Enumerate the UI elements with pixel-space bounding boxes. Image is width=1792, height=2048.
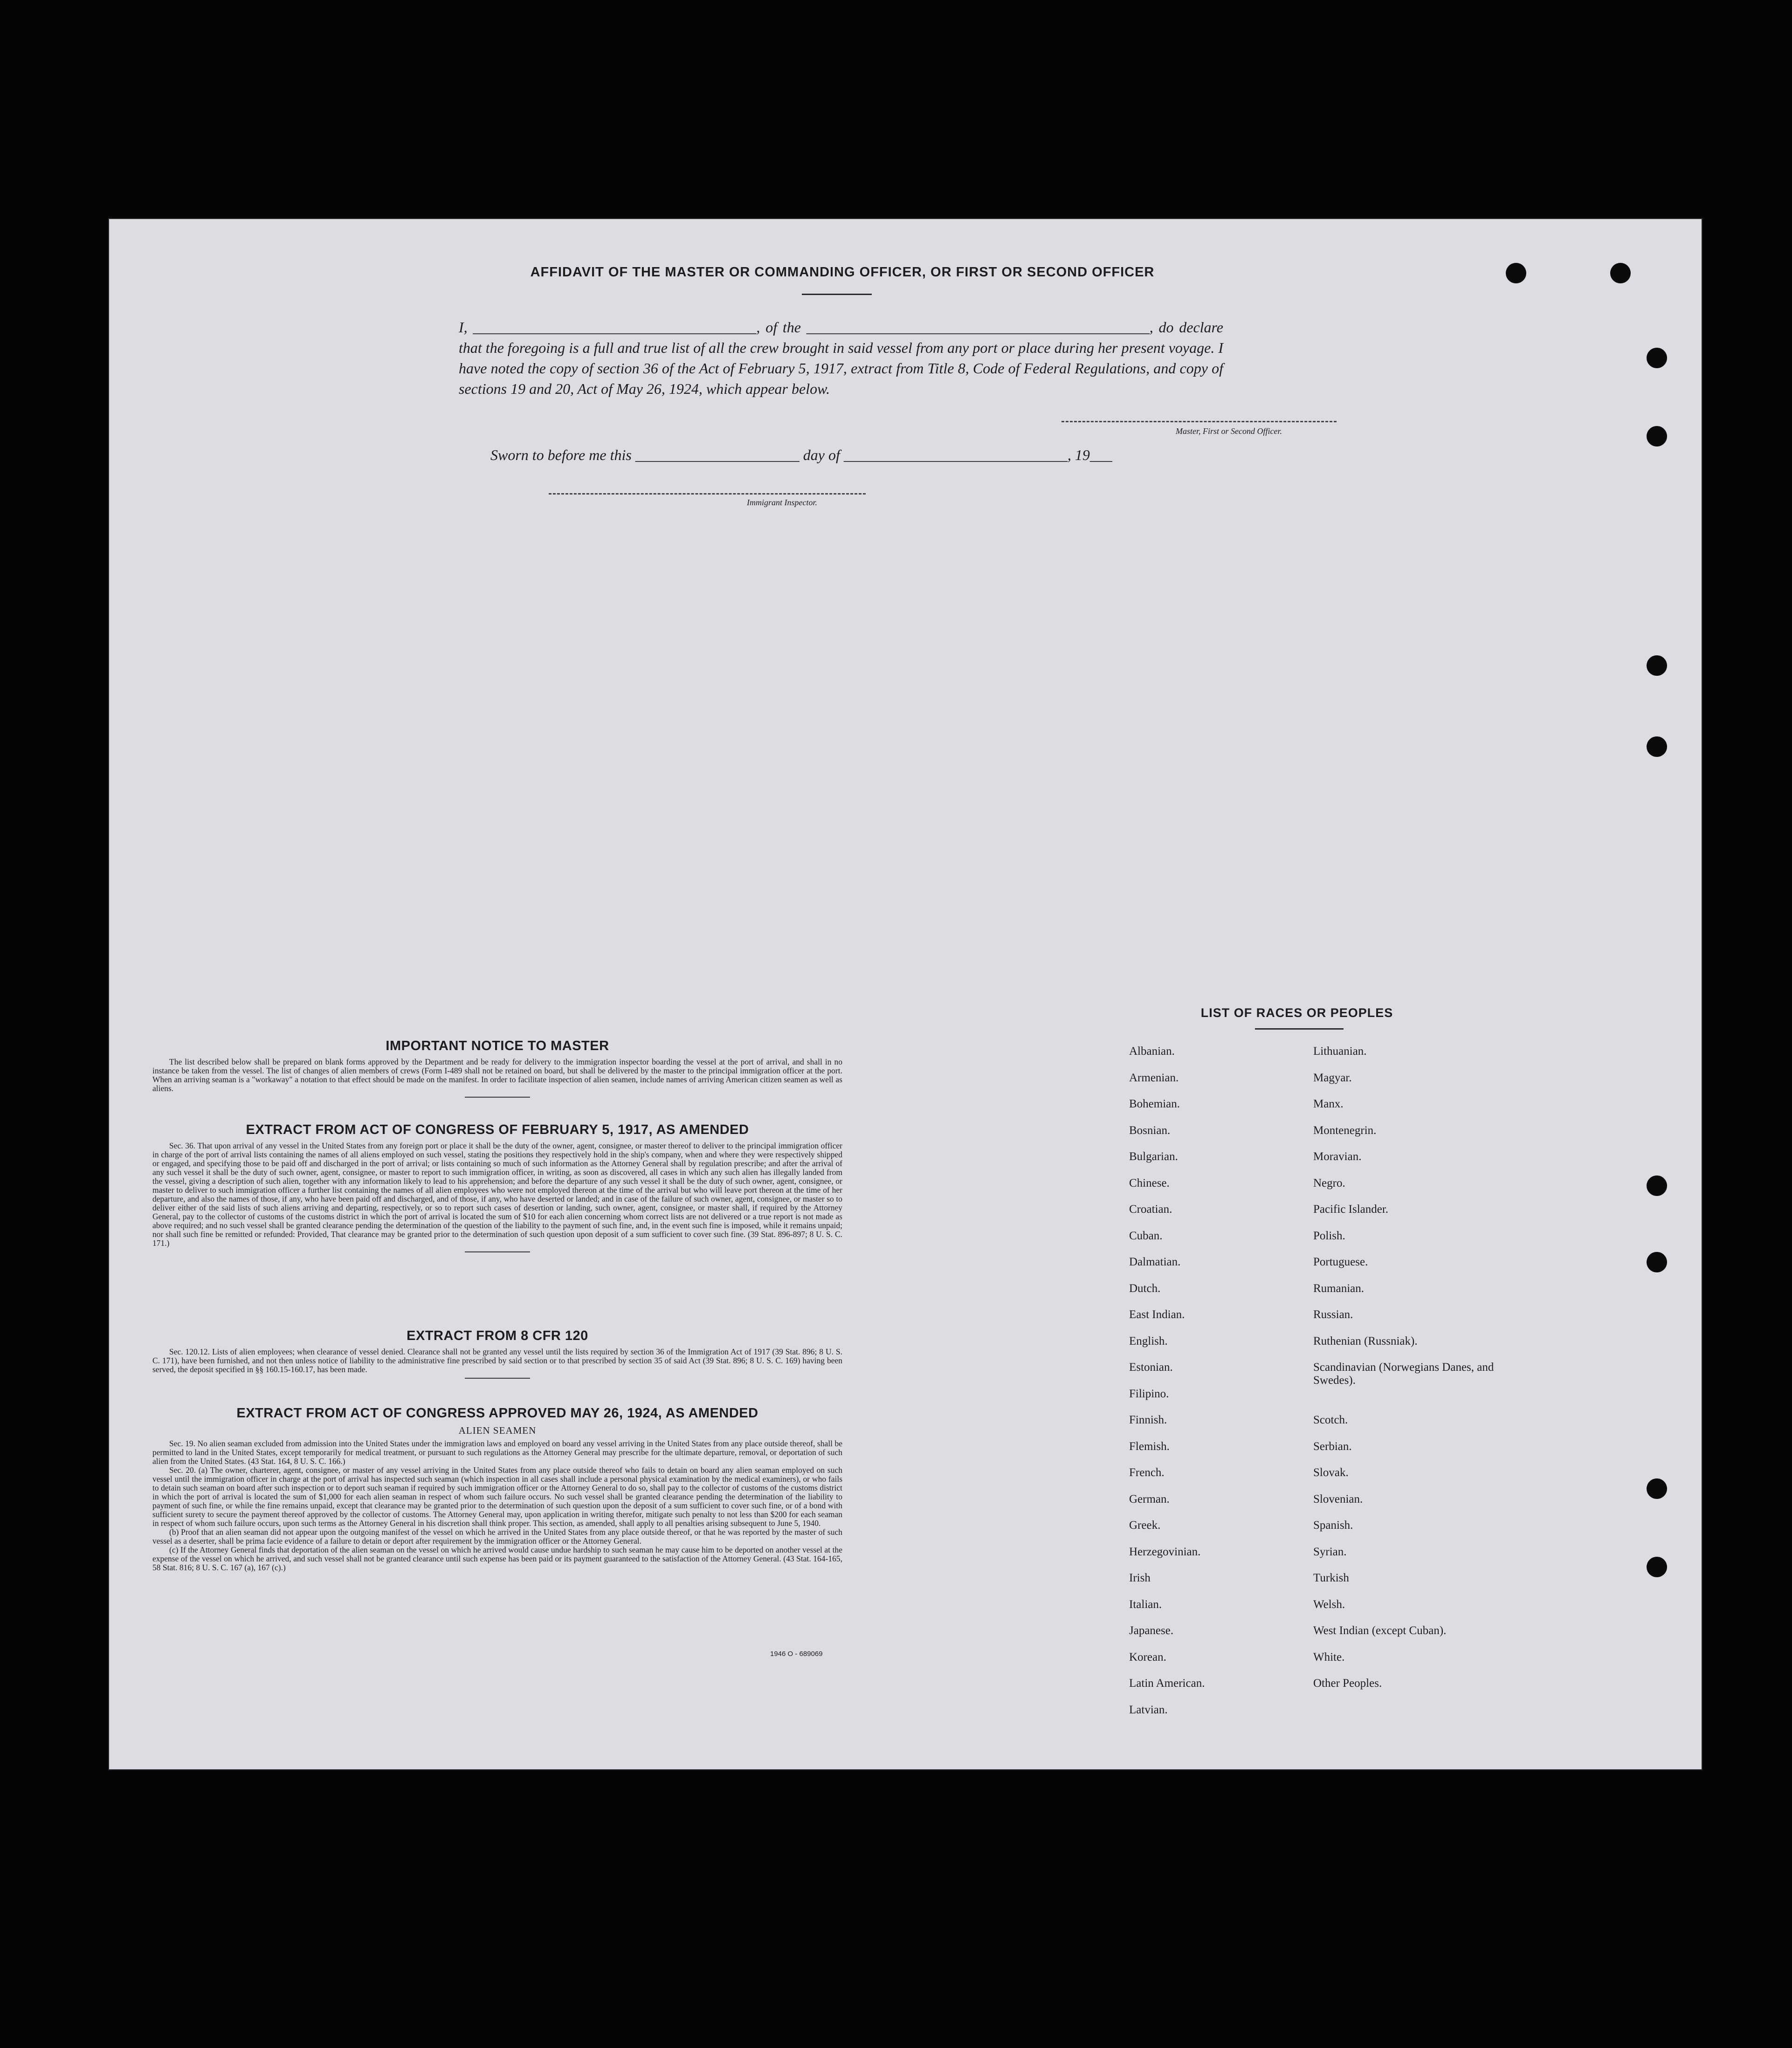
race-item: Scotch. (1313, 1414, 1348, 1426)
race-item: Finnish. (1129, 1414, 1167, 1426)
affidavit-title: AFFIDAVIT OF THE MASTER OR COMMANDING OFFICER, OR FIRST OR SECOND OFFICER (530, 265, 1155, 280)
race-item: Ruthenian (Russniak). (1313, 1334, 1418, 1347)
race-item: Greek. (1129, 1519, 1161, 1532)
binder-hole (1647, 1478, 1667, 1499)
race-item (1313, 1388, 1509, 1414)
extract-1917 (152, 1122, 842, 1261)
binder-hole (1647, 655, 1667, 676)
title-rule (1255, 1028, 1344, 1030)
alien-seamen-subtitle: ALIEN SEAMEN (458, 1425, 537, 1436)
race-item: Slovenian. (1313, 1492, 1363, 1505)
race-item: West Indian (except Cuban). (1313, 1624, 1447, 1637)
race-item: Slovak. (1313, 1466, 1349, 1479)
race-item: Moravian. (1313, 1150, 1362, 1163)
section-rule (465, 1251, 530, 1252)
races-column-1 (1129, 1045, 1288, 1730)
race-item: Lithuanian. (1313, 1045, 1367, 1058)
race-item: Syrian. (1313, 1545, 1347, 1558)
print-code: 1946 O - 689069 (770, 1650, 823, 1658)
race-item: Polish. (1313, 1229, 1345, 1242)
race-item: Filipino. (1129, 1387, 1169, 1400)
race-item: Latin American. (1129, 1677, 1205, 1690)
master-signature-line (1061, 421, 1337, 422)
race-item: Italian. (1129, 1598, 1162, 1611)
important-notice (152, 1038, 842, 1106)
race-item: German. (1129, 1492, 1170, 1505)
races-column-2 (1313, 1045, 1509, 1704)
race-item: Scandinavian (Norwegians Danes, and Swedes). (1313, 1361, 1494, 1387)
race-item: Montenegrin. (1313, 1124, 1377, 1137)
race-item: Serbian. (1313, 1440, 1352, 1453)
master-signature-label: Master, First or Second Officer. (1176, 426, 1282, 436)
race-item: Bohemian. (1129, 1098, 1180, 1110)
race-item: Other Peoples. (1313, 1677, 1382, 1690)
race-item: Bulgarian. (1129, 1150, 1178, 1163)
race-item: Portuguese. (1313, 1256, 1368, 1268)
binder-hole (1610, 263, 1631, 283)
sec-20a-text: Sec. 20. (a) The owner, charterer, agent, consignee, or master of any vessel arriving in the United States from any place outside thereof who fails to detain on board any alien seaman employed on such vessel until the immigration officer in charge at the port of arrival has inspected such seaman (which inspection in all cases shall include a personal physical examination by the medical examiners), or who fails to detain such seaman on board after such inspection or to deport such seaman if required by such immigration officer or the Attorney General to do so, shall pay to the collector of customs of the customs district in which the port of arrival is located the sum of $1,000 for each alien seaman in respect of whom such failure occurs. No such vessel shall be granted clearance pending the determination of the liability to payment of such fine, or while the fine remains unpaid, except that clearance may be granted prior to the determination of such question upon the deposit of a sum sufficient to cover such fine, or of a bond with sufficient surety to secure the payment thereof approved by the collector of customs. The Attorney General may, upon application in writing therefor, mitigate such penalty to not less than $200 for each seaman in respect of whom such failure occurs, upon such terms as the Attorney General in his discretion shall think proper. This section, as amended, shall apply to all penalties arising subsequent to June 5, 1940. (152, 1465, 842, 1528)
title-rule (802, 294, 872, 295)
race-item: Manx. (1313, 1098, 1344, 1110)
race-item: Japanese. (1129, 1624, 1174, 1637)
race-item: English. (1129, 1334, 1168, 1347)
race-item: Korean. (1129, 1650, 1166, 1663)
race-item: Welsh. (1313, 1598, 1345, 1611)
extract-1924-title: EXTRACT FROM ACT OF CONGRESS APPROVED MAY 26, 1924, AS AMENDED (236, 1406, 758, 1421)
race-item: Croatian. (1129, 1203, 1172, 1216)
important-notice-title: IMPORTANT NOTICE TO MASTER (386, 1038, 609, 1053)
sec-19-text: Sec. 19. No alien seaman excluded from admission into the United States under the immigration laws and employed on board any vessel arriving in the United States from any place outside thereof, shall be permitted to land in the United States, except temporarily for medical treatment, or pursuant to such regulations as the Attorney General may prescribe for the ultimate departure, removal, or deportation of such alien from the United States. (43 Stat. 164, 8 U. S. C. 166.) (152, 1439, 842, 1466)
race-item: Flemish. (1129, 1440, 1170, 1453)
race-item: Pacific Islander. (1313, 1203, 1389, 1216)
extract-1917-text: Sec. 36. That upon arrival of any vessel in the United States from any foreign port or place it shall be the duty of the owner, agent, consignee, or master thereof to deliver to the principal immigration officer in charge of the port of arrival lists containing the names of all aliens employed on such vessel, stating the positions they respectively hold in the ship's company, when and where they were respectively shipped or engaged, and specifying those to be paid off and discharged in the port of arrival; or lists containing so much of such information as the Attorney General shall by regulation prescribe; and after the arrival of any such vessel it shall be the duty of such owner, agent, consignee, or master to report to such immigration officer, in writing, as soon as discovered, all cases in which any such alien has illegally landed from the vessel, giving a description of such alien, together with any information likely to lead to his apprehension; and before the departure of any such vessel it shall be the duty of such owner, agent, consignee, or master to deliver to such immigration officer a further list containing the names of all alien employees who were not employed thereon at the time of the arrival but who will leave port thereon at the time of her departure, and also the names of those, if any, who have been paid off and discharged, and of those, if any, who have deserted or landed; and in case of the failure of such owner, agent, consignee, or master so to deliver either of the said lists of such aliens arriving and departing, respectively, or so to report such cases of desertion or landing, such owner, agent, consignee, or master shall, if required by the Attorney General, pay to the collector of customs of the customs district in which the port of arrival is located the sum of $10 for each alien concerning whom correct lists are not delivered or a true report is not made as above required; and no such vessel shall be granted clearance pending the determination of the question of the liability to the payment of such fine, and, in the event such fine is imposed, while it remains unpaid; nor shall such fine be remitted or refunded: Provided, That clearance may be granted prior to the determination of such question upon deposit of a sum sufficient to cover such fine. (39 Stat. 896-897; 8 U. S. C. 171.) (152, 1141, 842, 1248)
race-item: Chinese. (1129, 1176, 1170, 1189)
extract-1917-title: EXTRACT FROM ACT OF CONGRESS OF FEBRUARY 5, 1917, AS AMENDED (246, 1122, 749, 1137)
affidavit-statement: I, ______________________________________, of the ______________________________________________, do declare that the foregoing is a full and true list of all the crew brought in said vessel from any port or place during her present voyage. I have noted the copy of section 36 of the Act of February 5, 1917, extract from Title 8, Code of Federal Regulations, and copy of sections 19 and 20, Act of May 26, 1924, which appear below. (459, 319, 1223, 397)
section-rule (465, 1378, 530, 1379)
race-item: Dutch. (1129, 1282, 1161, 1295)
race-item: Albanian. (1129, 1045, 1175, 1058)
race-item: Cuban. (1129, 1229, 1163, 1242)
race-item: Rumanian. (1313, 1282, 1365, 1295)
race-item: Latvian. (1129, 1703, 1168, 1716)
binder-hole (1647, 1252, 1667, 1272)
extract-cfr (152, 1328, 842, 1387)
section-rule (465, 1097, 530, 1098)
race-item: Irish (1129, 1572, 1151, 1584)
extract-1924 (152, 1406, 842, 1572)
race-item: Magyar. (1313, 1071, 1352, 1084)
race-item: East Indian. (1129, 1308, 1185, 1321)
binder-hole (1647, 736, 1667, 757)
form-sheet (108, 218, 1702, 1770)
races-list-title: LIST OF RACES OR PEOPLES (1200, 1006, 1393, 1020)
inspector-signature-line (549, 493, 866, 495)
extract-cfr-title: EXTRACT FROM 8 CFR 120 (407, 1328, 588, 1343)
important-notice-text: The list described below shall be prepared on blank forms approved by the Department and be ready for delivery to the immigration inspector boarding the vessel at the port of arrival, and shall in no instance be taken from the vessel. The list of changes of alien members of crews (Form I-489 shall not be retained on board, but shall be delivered by the master to the principal immigration officer at the port. When an arriving seaman is a "workaway" a notation to that effect should be made on the manifest. In order to facilitate inspection of alien seamen, include names of arriving American citizen seamen as well as aliens. (152, 1057, 842, 1093)
race-item: Russian. (1313, 1308, 1353, 1321)
sec-20b-text: (b) Proof that an alien seaman did not appear upon the outgoing manifest of the vessel on which he arrived in the United States from any place outside thereof, or that he was reported by the master of such vessel as a deserter, shall be prima facie evidence of a failure to detain or deport after requirement by the immigration officer or the Attorney General. (152, 1527, 842, 1546)
race-item: Bosnian. (1129, 1124, 1171, 1137)
race-item: Herzegovinian. (1129, 1545, 1201, 1558)
sworn-statement: Sworn to before me this ______________________ day of ______________________________, 19___ (490, 447, 1112, 463)
extract-cfr-text: Sec. 120.12. Lists of alien employees; when clearance of vessel denied. Clearance shall not be granted any vessel until the lists required by section 36 of the Immigration Act of 1917 (39 Stat. 896; 8 U. S. C. 171), have been furnished, and not then unless notice of liability to the administrative fine prescribed by said section or to that prescribed by section 35 of said Act (39 Stat. 896; 8 U. S. C. 169) having been served, the deposit specified in §§ 160.15-160.17, has been made. (152, 1347, 842, 1374)
binder-hole (1647, 426, 1667, 447)
race-item: Spanish. (1313, 1519, 1353, 1532)
race-item: Turkish (1313, 1572, 1349, 1584)
binder-hole (1647, 348, 1667, 368)
race-item: Estonian. (1129, 1361, 1173, 1374)
inspector-signature-label: Immigrant Inspector. (747, 498, 817, 507)
race-item: Dalmatian. (1129, 1256, 1181, 1268)
race-item: French. (1129, 1466, 1165, 1479)
race-item: Negro. (1313, 1176, 1345, 1189)
binder-hole (1506, 263, 1526, 283)
binder-hole (1647, 1557, 1667, 1577)
race-item: Armenian. (1129, 1071, 1179, 1084)
binder-hole (1647, 1175, 1667, 1196)
sec-20c-text: (c) If the Attorney General finds that deportation of the alien seaman on the vessel on which he arrived would cause undue hardship to such seaman he may cause him to be deported on another vessel at the expense of the vessel on which he arrived, and such vessel shall not be granted clearance until such expense has been paid or its payment guaranteed to the satisfaction of the Attorney General. (43 Stat. 164-165, 58 Stat. 816; 8 U. S. C. 167 (a), 167 (c).) (152, 1545, 842, 1572)
race-item: White. (1313, 1650, 1345, 1663)
